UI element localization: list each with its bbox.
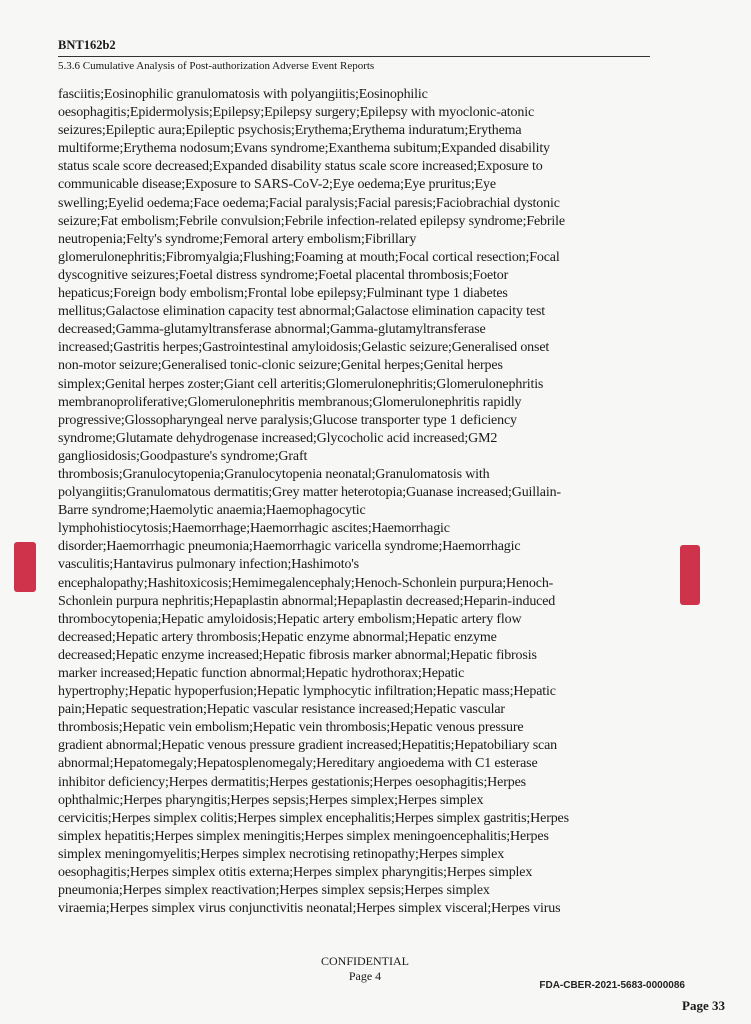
text-line: inhibitor deficiency;Herpes dermatitis;Herpes gestationis;Herpes oesophagitis;Herpes xyxy=(58,774,526,790)
text-line: thrombosis;Hepatic vein embolism;Hepatic vein thrombosis;Hepatic venous pressure xyxy=(58,720,524,736)
red-margin-mark-left xyxy=(14,542,36,592)
text-line: cervicitis;Herpes simplex colitis;Herpes simplex encephalitis;Herpes simplex gastritis;Herpes xyxy=(58,810,569,826)
text-line: gangliosidosis;Goodpasture's syndrome;Graft xyxy=(58,448,308,464)
text-line: disorder;Haemorrhagic pneumonia;Haemorrhagic varicella syndrome;Haemorrhagic xyxy=(58,539,521,555)
text-line: hepaticus;Foreign body embolism;Frontal lobe epilepsy;Fulminant type 1 diabetes xyxy=(58,286,508,302)
text-line: ophthalmic;Herpes pharyngitis;Herpes sepsis;Herpes simplex;Herpes simplex xyxy=(58,792,484,808)
text-line: neutropenia;Felty's syndrome;Femoral artery embolism;Fibrillary xyxy=(58,231,417,247)
text-line: swelling;Eyelid oedema;Face oedema;Facial paralysis;Facial paresis;Faciobrachial dystonic xyxy=(58,195,560,211)
text-line: viraemia;Herpes simplex virus conjunctivitis neonatal;Herpes simplex visceral;Herpes virus xyxy=(58,901,561,917)
text-line: seizures;Epileptic aura;Epileptic psychosis;Erythema;Erythema induratum;Erythema xyxy=(58,123,522,139)
text-line: non-motor seizure;Generalised tonic-clonic seizure;Genital herpes;Genital herpes xyxy=(58,358,503,374)
text-line: syndrome;Glutamate dehydrogenase increased;Glycocholic acid increased;GM2 xyxy=(58,430,498,446)
red-margin-mark-right xyxy=(680,545,700,605)
text-line: status scale score decreased;Expanded disability status scale score increased;Exposure to xyxy=(58,159,543,175)
text-line: seizure;Fat embolism;Febrile convulsion;Febrile infection-related epilepsy syndrome;Febrile xyxy=(58,213,565,229)
text-line: thrombocytopenia;Hepatic amyloidosis;Hepatic artery embolism;Hepatic artery flow xyxy=(58,611,522,627)
text-line: decreased;Hepatic artery thrombosis;Hepatic enzyme abnormal;Hepatic enzyme xyxy=(58,629,497,645)
text-line: decreased;Gamma-glutamyltransferase abnormal;Gamma-glutamyltransferase xyxy=(58,322,486,338)
text-line: pneumonia;Herpes simplex reactivation;Herpes simplex sepsis;Herpes simplex xyxy=(58,883,490,899)
section-title: 5.3.6 Cumulative Analysis of Post-authorization Adverse Event Reports xyxy=(58,60,375,72)
text-line: oesophagitis;Epidermolysis;Epilepsy;Epilepsy surgery;Epilepsy with myoclonic-atonic xyxy=(58,105,535,121)
text-line: simplex hepatitis;Herpes simplex meningitis;Herpes simplex meningoencephalitis;Herpes xyxy=(58,828,549,844)
text-line: decreased;Hepatic enzyme increased;Hepatic fibrosis marker abnormal;Hepatic fibrosis xyxy=(58,647,537,663)
text-line: abnormal;Hepatomegaly;Hepatosplenomegaly;Hereditary angioedema with C1 esterase xyxy=(58,756,538,772)
text-line: Barre syndrome;Haemolytic anaemia;Haemophagocytic xyxy=(58,503,366,519)
text-line: mellitus;Galactose elimination capacity test abnormal;Galactose elimination capacity test xyxy=(58,304,545,320)
text-line: pain;Hepatic sequestration;Hepatic vascular resistance increased;Hepatic vascular xyxy=(58,702,505,718)
text-line: dyscognitive seizures;Foetal distress syndrome;Foetal placental thrombosis;Foetor xyxy=(58,267,509,283)
header-divider xyxy=(58,56,650,57)
text-line: marker increased;Hepatic function abnormal;Hepatic hydrothorax;Hepatic xyxy=(58,666,465,681)
page-header xyxy=(58,38,650,73)
page-number: Page 33 xyxy=(682,998,725,1013)
text-line: fasciitis;Eosinophilic granulomatosis with polyangiitis;Eosinophilic xyxy=(58,87,428,102)
text-line: communicable disease;Exposure to SARS-CoV-2;Eye oedema;Eye pruritus;Eye xyxy=(58,177,496,193)
text-line: lymphohistiocytosis;Haemorrhage;Haemorrhagic ascites;Haemorrhagic xyxy=(58,521,450,537)
text-line: polyangiitis;Granulomatous dermatitis;Grey matter heterotopia;Guanase increased;Guillain- xyxy=(58,485,561,501)
text-line: glomerulonephritis;Fibromyalgia;Flushing;Foaming at mouth;Focal cortical resection;Focal xyxy=(58,249,560,265)
text-line: membranoproliferative;Glomerulonephritis membranous;Glomerulonephritis rapidly xyxy=(58,394,522,410)
text-line: hypertrophy;Hepatic hypoperfusion;Hepatic lymphocytic infiltration;Hepatic mass;Hepatic xyxy=(58,684,556,700)
adverse-event-list xyxy=(58,86,650,926)
text-line: multiforme;Erythema nodosum;Evans syndrome;Exanthema subitum;Expanded disability xyxy=(58,141,550,157)
text-line: increased;Gastritis herpes;Gastrointestinal amyloidosis;Gelastic seizure;Generalised onset xyxy=(58,340,550,356)
reference-number: FDA-CBER-2021-5683-0000086 xyxy=(539,980,685,991)
text-line: Schonlein purpura nephritis;Hepaplastin abnormal;Hepaplastin decreased;Heparin-induced xyxy=(58,593,556,609)
text-line: vasculitis;Hantavirus pulmonary infection;Hashimoto's xyxy=(58,557,359,573)
text-line: thrombosis;Granulocytopenia;Granulocytopenia neonatal;Granulomatosis with xyxy=(58,466,490,482)
text-line: simplex meningomyelitis;Herpes simplex necrotising retinopathy;Herpes simplex xyxy=(58,846,505,862)
text-line: gradient abnormal;Hepatic venous pressure gradient increased;Hepatitis;Hepatobiliary scan xyxy=(58,738,558,754)
document-id: BNT162b2 xyxy=(58,38,116,52)
confidential-label: CONFIDENTIAL xyxy=(321,954,409,968)
page-footer xyxy=(260,954,470,984)
text-line: simplex;Genital herpes zoster;Giant cell arteritis;Glomerulonephritis;Glomerulonephritis xyxy=(58,376,544,392)
text-line: oesophagitis;Herpes simplex otitis externa;Herpes simplex pharyngitis;Herpes simplex xyxy=(58,865,533,881)
page-label: Page 4 xyxy=(348,969,382,983)
text-line: encephalopathy;Hashitoxicosis;Hemimegalencephaly;Henoch-Schonlein purpura;Henoch- xyxy=(58,575,554,591)
text-line: progressive;Glossopharyngeal nerve paralysis;Glucose transporter type 1 deficiency xyxy=(58,412,517,428)
